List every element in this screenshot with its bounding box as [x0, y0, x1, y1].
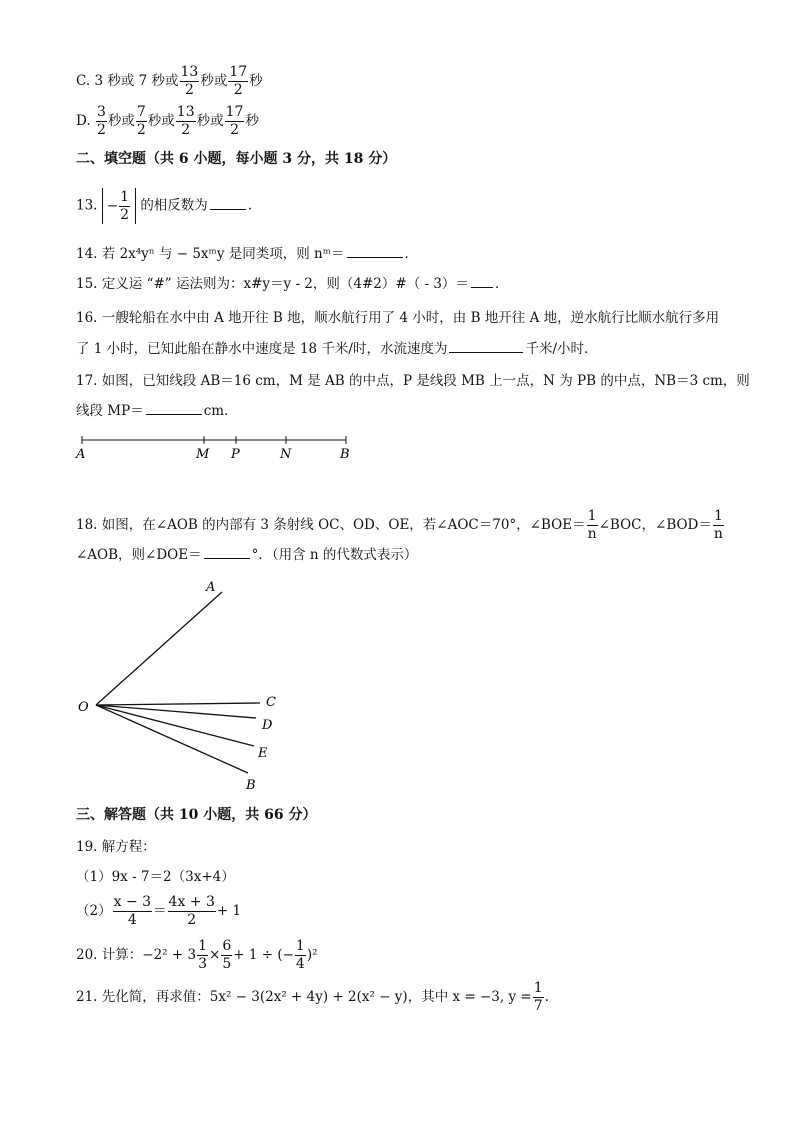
label-b: B	[340, 447, 350, 462]
fraction: $\frac{13}{2}$	[176, 104, 195, 138]
label-a: A	[206, 580, 216, 595]
section-title-fill-blank: 二、填空题（共 6 小题，每小题 3 分，共 18 分）	[76, 151, 397, 167]
label-c: C	[266, 695, 276, 710]
answer-blank[interactable]	[210, 208, 246, 210]
answer-blank[interactable]	[204, 557, 250, 559]
ray-oa	[96, 592, 222, 705]
segment-figure	[70, 430, 370, 464]
label-b: B	[246, 778, 256, 793]
fraction: $\frac{1}{7}$	[533, 980, 543, 1014]
fraction: $\frac{7}{2}$	[136, 104, 146, 138]
fraction: $\frac{x - 3}{4}$	[113, 894, 152, 928]
answer-blank[interactable]	[471, 286, 493, 288]
question-17-cont: 线段 MP＝ cm．	[76, 403, 238, 419]
question-19: 19. 解方程：	[76, 839, 156, 855]
fraction: $\frac{17}{2}$	[229, 64, 248, 98]
fraction: $\frac{3}{2}$	[96, 104, 106, 138]
fraction: $\frac{17}{2}$	[225, 104, 244, 138]
ray-oc	[96, 703, 260, 705]
option-label: D.	[76, 113, 91, 129]
question-21: 21. 先化简，再求值：5x² − 3(2x² + 4y) + 2(x² − y)，其中 x = −3, y = $\frac{1}{7}$ .	[76, 980, 549, 1014]
question-18: 18. 如图，在∠AOB 的内部有 3 条射线 OC、OD、OE，若∠AOC＝70°，∠BOE＝ $\frac{1}{n}$ ∠BOC，∠BOD＝ $\frac{1}{n}$	[76, 508, 723, 542]
answer-blank[interactable]	[449, 351, 523, 353]
question-13: 13. − $\frac{1}{2}$ 的相反数为 .	[76, 188, 253, 223]
fraction: $\frac{4x + 3}{2}$	[168, 894, 215, 928]
fraction: $\frac{6}{5}$	[222, 938, 232, 972]
fraction: $\frac{1}{3}$	[198, 938, 207, 972]
option-label: C.	[76, 73, 91, 89]
question-15: 15. 定义运 “#” 运法则为：x#y＝y - 2，则（4#2）#（ - 3）＝ ．	[76, 276, 509, 292]
label-a: A	[76, 447, 86, 462]
section-title-answer: 三、解答题（共 10 小题，共 66 分）	[76, 807, 317, 823]
label-n: N	[280, 447, 292, 462]
label-p: P	[231, 447, 240, 462]
question-16: 16. 一艘轮船在水中由 A 地开往 B 地，顺水航行用了 4 小时，由 B 地开往 A 地，逆水航行比顺水航行多用	[76, 310, 720, 326]
label-d: D	[262, 718, 273, 733]
fraction: $\frac{1}{4}$	[295, 938, 305, 972]
question-18-cont: ∠AOB，则∠DOE＝ °．（用含 n 的代数式表示）	[76, 547, 418, 563]
absolute-value: − $\frac{1}{2}$	[102, 188, 136, 224]
answer-blank[interactable]	[347, 256, 403, 258]
answer-blank[interactable]	[146, 413, 202, 415]
label-o: O	[78, 700, 89, 715]
label-m: M	[196, 447, 210, 462]
question-17: 17. 如图，已知线段 AB＝16 cm，M 是 AB 的中点，P 是线段 MB 上一点，N 为 PB 的中点，NB＝3 cm，则	[76, 373, 750, 389]
fraction: $\frac{13}{2}$	[180, 64, 199, 98]
fraction: $\frac{1}{2}$	[120, 188, 130, 223]
question-14: 14. 若 2x⁴yⁿ 与 − 5xᵐy 是同类项，则 nᵐ＝ ．	[76, 246, 419, 262]
question-20: 20. 计算：−2² + 3 $\frac{1}{3}$ × $\frac{6}{5}$ + 1 ÷ (− $\frac{1}{4}$ )²	[76, 938, 318, 972]
question-19-part1: （1）9x - 7＝2（3x+4）	[76, 869, 235, 885]
question-16-cont: 了 1 小时，已知此船在静水中速度是 18 千米/时，水流速度为 千米/小时．	[76, 341, 598, 357]
fraction: $\frac{1}{n}$	[587, 508, 597, 542]
angle-figure	[70, 575, 300, 795]
option-c: C. 3 秒或 7 秒或 $\frac{13}{2}$ 秒或 $\frac{17}{2}$ 秒	[76, 64, 263, 98]
label-e: E	[258, 746, 268, 761]
fraction: $\frac{1}{n}$	[713, 508, 723, 542]
option-d: D. $\frac{3}{2}$ 秒或 $\frac{7}{2}$ 秒或 $\frac{13}{2}$ 秒或 $\frac{17}{2}$ 秒	[76, 104, 259, 138]
question-19-part2: （2） $\frac{x - 3}{4}$ ＝ $\frac{4x + 3}{2}$ + 1	[76, 894, 242, 928]
